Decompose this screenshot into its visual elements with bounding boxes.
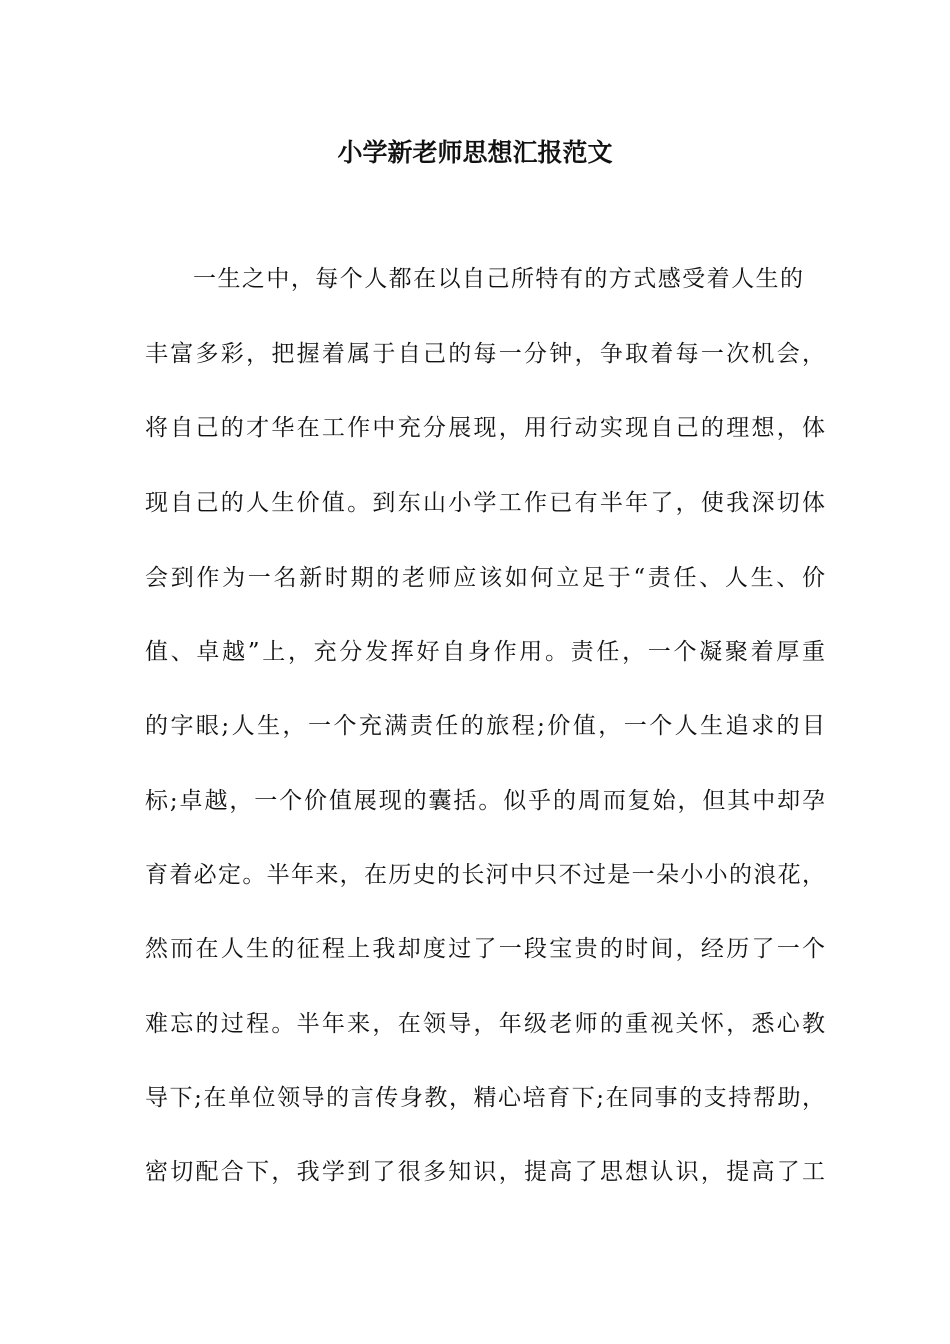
paragraph-line: 导下;在单位领导的言传身教，精心培育下;在同事的支持帮助， (145, 1085, 825, 1111)
paragraph-line: 育着必定。半年来，在历史的长河中只不过是一朵小小的浪花， (145, 862, 825, 888)
paragraph-line: 一生之中，每个人都在以自己所特有的方式感受着人生的 (193, 266, 803, 292)
paragraph-line: 将自己的才华在工作中充分展现，用行动实现自己的理想，体 (145, 415, 825, 441)
paragraph-line: 然而在人生的征程上我却度过了一段宝贵的时间，经历了一个 (145, 936, 825, 962)
paragraph-line: 值、卓越”上，充分发挥好自身作用。责任，一个凝聚着厚重 (145, 639, 825, 665)
paragraph-line: 密切配合下，我学到了很多知识，提高了思想认识，提高了工 (145, 1159, 825, 1185)
paragraph-line: 丰富多彩，把握着属于自己的每一分钟，争取着每一次机会， (145, 341, 825, 367)
document-title: 小学新老师思想汇报范文 (337, 138, 613, 167)
paragraph-line: 会到作为一名新时期的老师应该如何立足于“责任、人生、价 (145, 565, 825, 591)
paragraph-line: 的字眼;人生，一个充满责任的旅程;价值，一个人生追求的目 (145, 713, 825, 739)
paragraph-line: 现自己的人生价值。到东山小学工作已有半年了，使我深切体 (145, 490, 825, 516)
paragraph-line: 标;卓越，一个价值展现的囊括。似乎的周而复始，但其中却孕 (145, 788, 825, 814)
paragraph-line: 难忘的过程。半年来，在领导，年级老师的重视关怀，悉心教 (145, 1011, 825, 1037)
